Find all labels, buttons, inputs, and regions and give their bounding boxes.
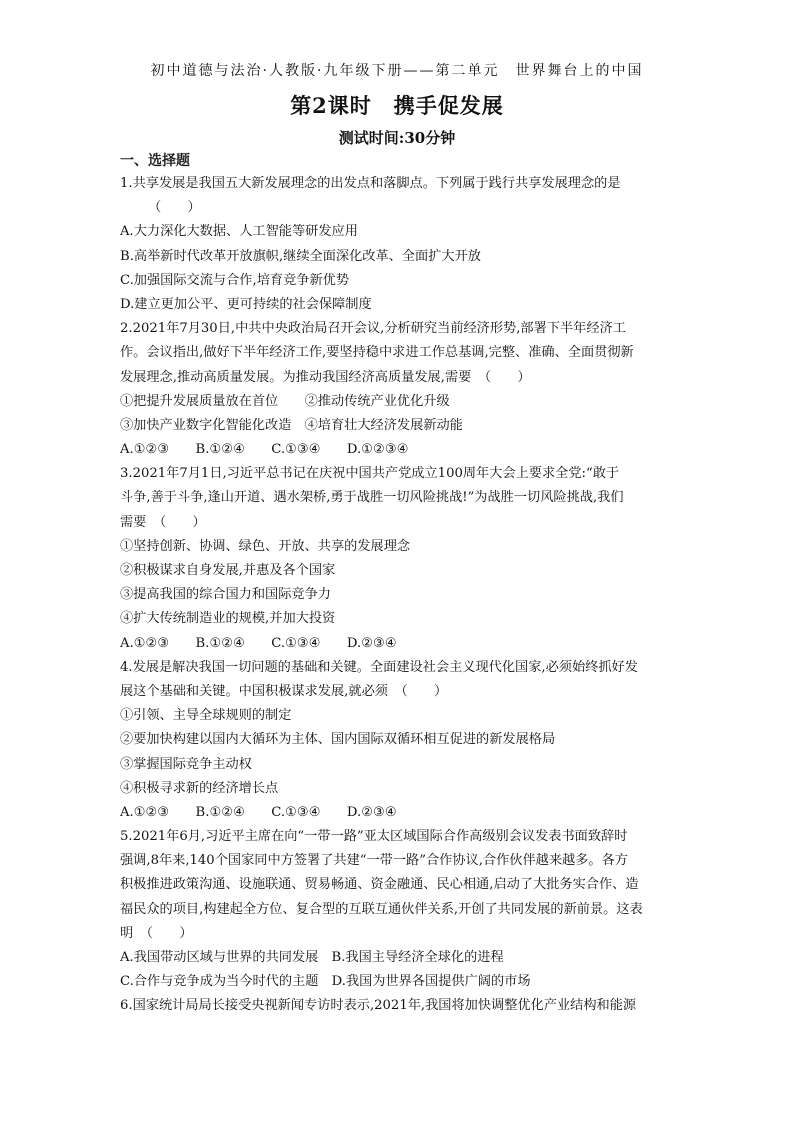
text-line: 强调,8年来,140个国家同中方签署了共建“一带一路”合作协议,合作伙伴越来越多。各方 — [120, 853, 628, 869]
text-line: ④扩大传统制造业的规模,并加大投资 — [120, 611, 336, 627]
text-line: B.高举新时代改革开放旗帜,继续全面深化改革、全面扩大开放 — [120, 248, 481, 264]
text-line: ③加快产业数字化智能化改造 ④培育壮大经济发展新动能 — [120, 417, 463, 433]
page-title: 第2课时 携手促发展 — [290, 93, 504, 118]
text-line: 1.共享发展是我国五大新发展理念的出发点和落脚点。下列属于践行共享发展理念的是 — [120, 176, 621, 191]
text-line: ①把提升发展质量放在首位 ②推动传统产业优化升级 — [120, 393, 450, 409]
question-body — [120, 172, 682, 1019]
text-line: 4.发展是解决我国一切问题的基础和关键。全面建设社会主义现代化国家,必须始终抓好发 — [120, 659, 638, 675]
text-line: ②积极谋求自身发展,并惠及各个国家 — [120, 563, 336, 578]
text-line: A.大力深化大数据、人工智能等研发应用 — [120, 224, 358, 240]
text-line: 需要 （ ） — [120, 514, 206, 530]
text-line: ①坚持创新、协调、绿色、开放、共享的发展理念 — [120, 538, 411, 554]
text-line: A.我国带动区域与世界的共同发展 B.我国主导经济全球化的进程 — [120, 950, 504, 965]
text-line: A.①②③ B.①②④ C.①③④ D.①②③④ — [120, 442, 409, 458]
text-line: 3.2021年7月1日,习近平总书记在庆祝中国共产党成立100周年大会上要求全党:“敢于 — [120, 466, 620, 482]
text-line: 明 （ ） — [120, 925, 193, 941]
text-line: C.加强国际交流与合作,培育竞争新优势 — [120, 272, 350, 288]
text-line: ③提高我国的综合国力和国际竞争力 — [120, 587, 331, 603]
text-line: D.建立更加公平、更可持续的社会保障制度 — [120, 296, 372, 312]
text-line: 2.2021年7月30日,中共中央政治局召开会议,分析研究当前经济形势,部署下半年经济工 — [120, 321, 626, 337]
text-line: ③掌握国际竞争主动权 — [120, 756, 252, 772]
text-line: 斗争,善于斗争,逢山开道、遇水架桥,勇于战胜一切风险挑战!”为战胜一切风险挑战,我们 — [120, 490, 624, 506]
text-line: 积极推进政策沟通、设施联通、贸易畅通、资金融通、民心相通,启动了大批务实合作、造 — [120, 877, 639, 893]
text-line: ④积极寻求新的经济增长点 — [120, 780, 279, 796]
test-duration: 测试时间:30分钟 — [338, 129, 456, 147]
running-header: 初中道德与法治·人教版·九年级下册——第二单元 世界舞台上的中国 — [150, 63, 644, 79]
text-line: A.①②③ B.①②④ C.①③④ D.②③④ — [120, 635, 397, 651]
text-line: ①引领、主导全球规则的制定 — [120, 708, 292, 724]
section-heading: 一、选择题 — [120, 153, 190, 169]
text-line: A.①②③ B.①②④ C.①③④ D.②③④ — [120, 804, 397, 820]
text-line: 5.2021年6月,习近平主席在向“一带一路”亚太区域国际合作高级别会议发表书面致辞时 — [120, 829, 628, 845]
text-line: 展这个基础和关键。中国积极谋求发展,就必须 （ ） — [120, 683, 448, 699]
text-line: 6.国家统计局局长接受央视新闻专访时表示,2021年,我国将加快调整优化产业结构和能源 — [120, 998, 637, 1014]
text-line: ②要加快构建以国内大循环为主体、国内国际双循环相互促进的新发展格局 — [120, 732, 556, 748]
text-line: 作。会议指出,做好下半年经济工作,要坚持稳中求进工作总基调,完整、准确、全面贯彻新 — [120, 345, 634, 361]
text-line: C.合作与竞争成为当今时代的主题 D.我国为世界各国提供广阔的市场 — [120, 974, 531, 990]
text-line: 发展理念,推动高质量发展。为推动我国经济高质量发展,需要 （ ） — [120, 369, 531, 385]
text-line: 福民众的项目,构建起全方位、复合型的互联互通伙伴关系,开创了共同发展的新前景。这表 — [120, 901, 643, 917]
text-line: （ ） — [148, 200, 201, 216]
